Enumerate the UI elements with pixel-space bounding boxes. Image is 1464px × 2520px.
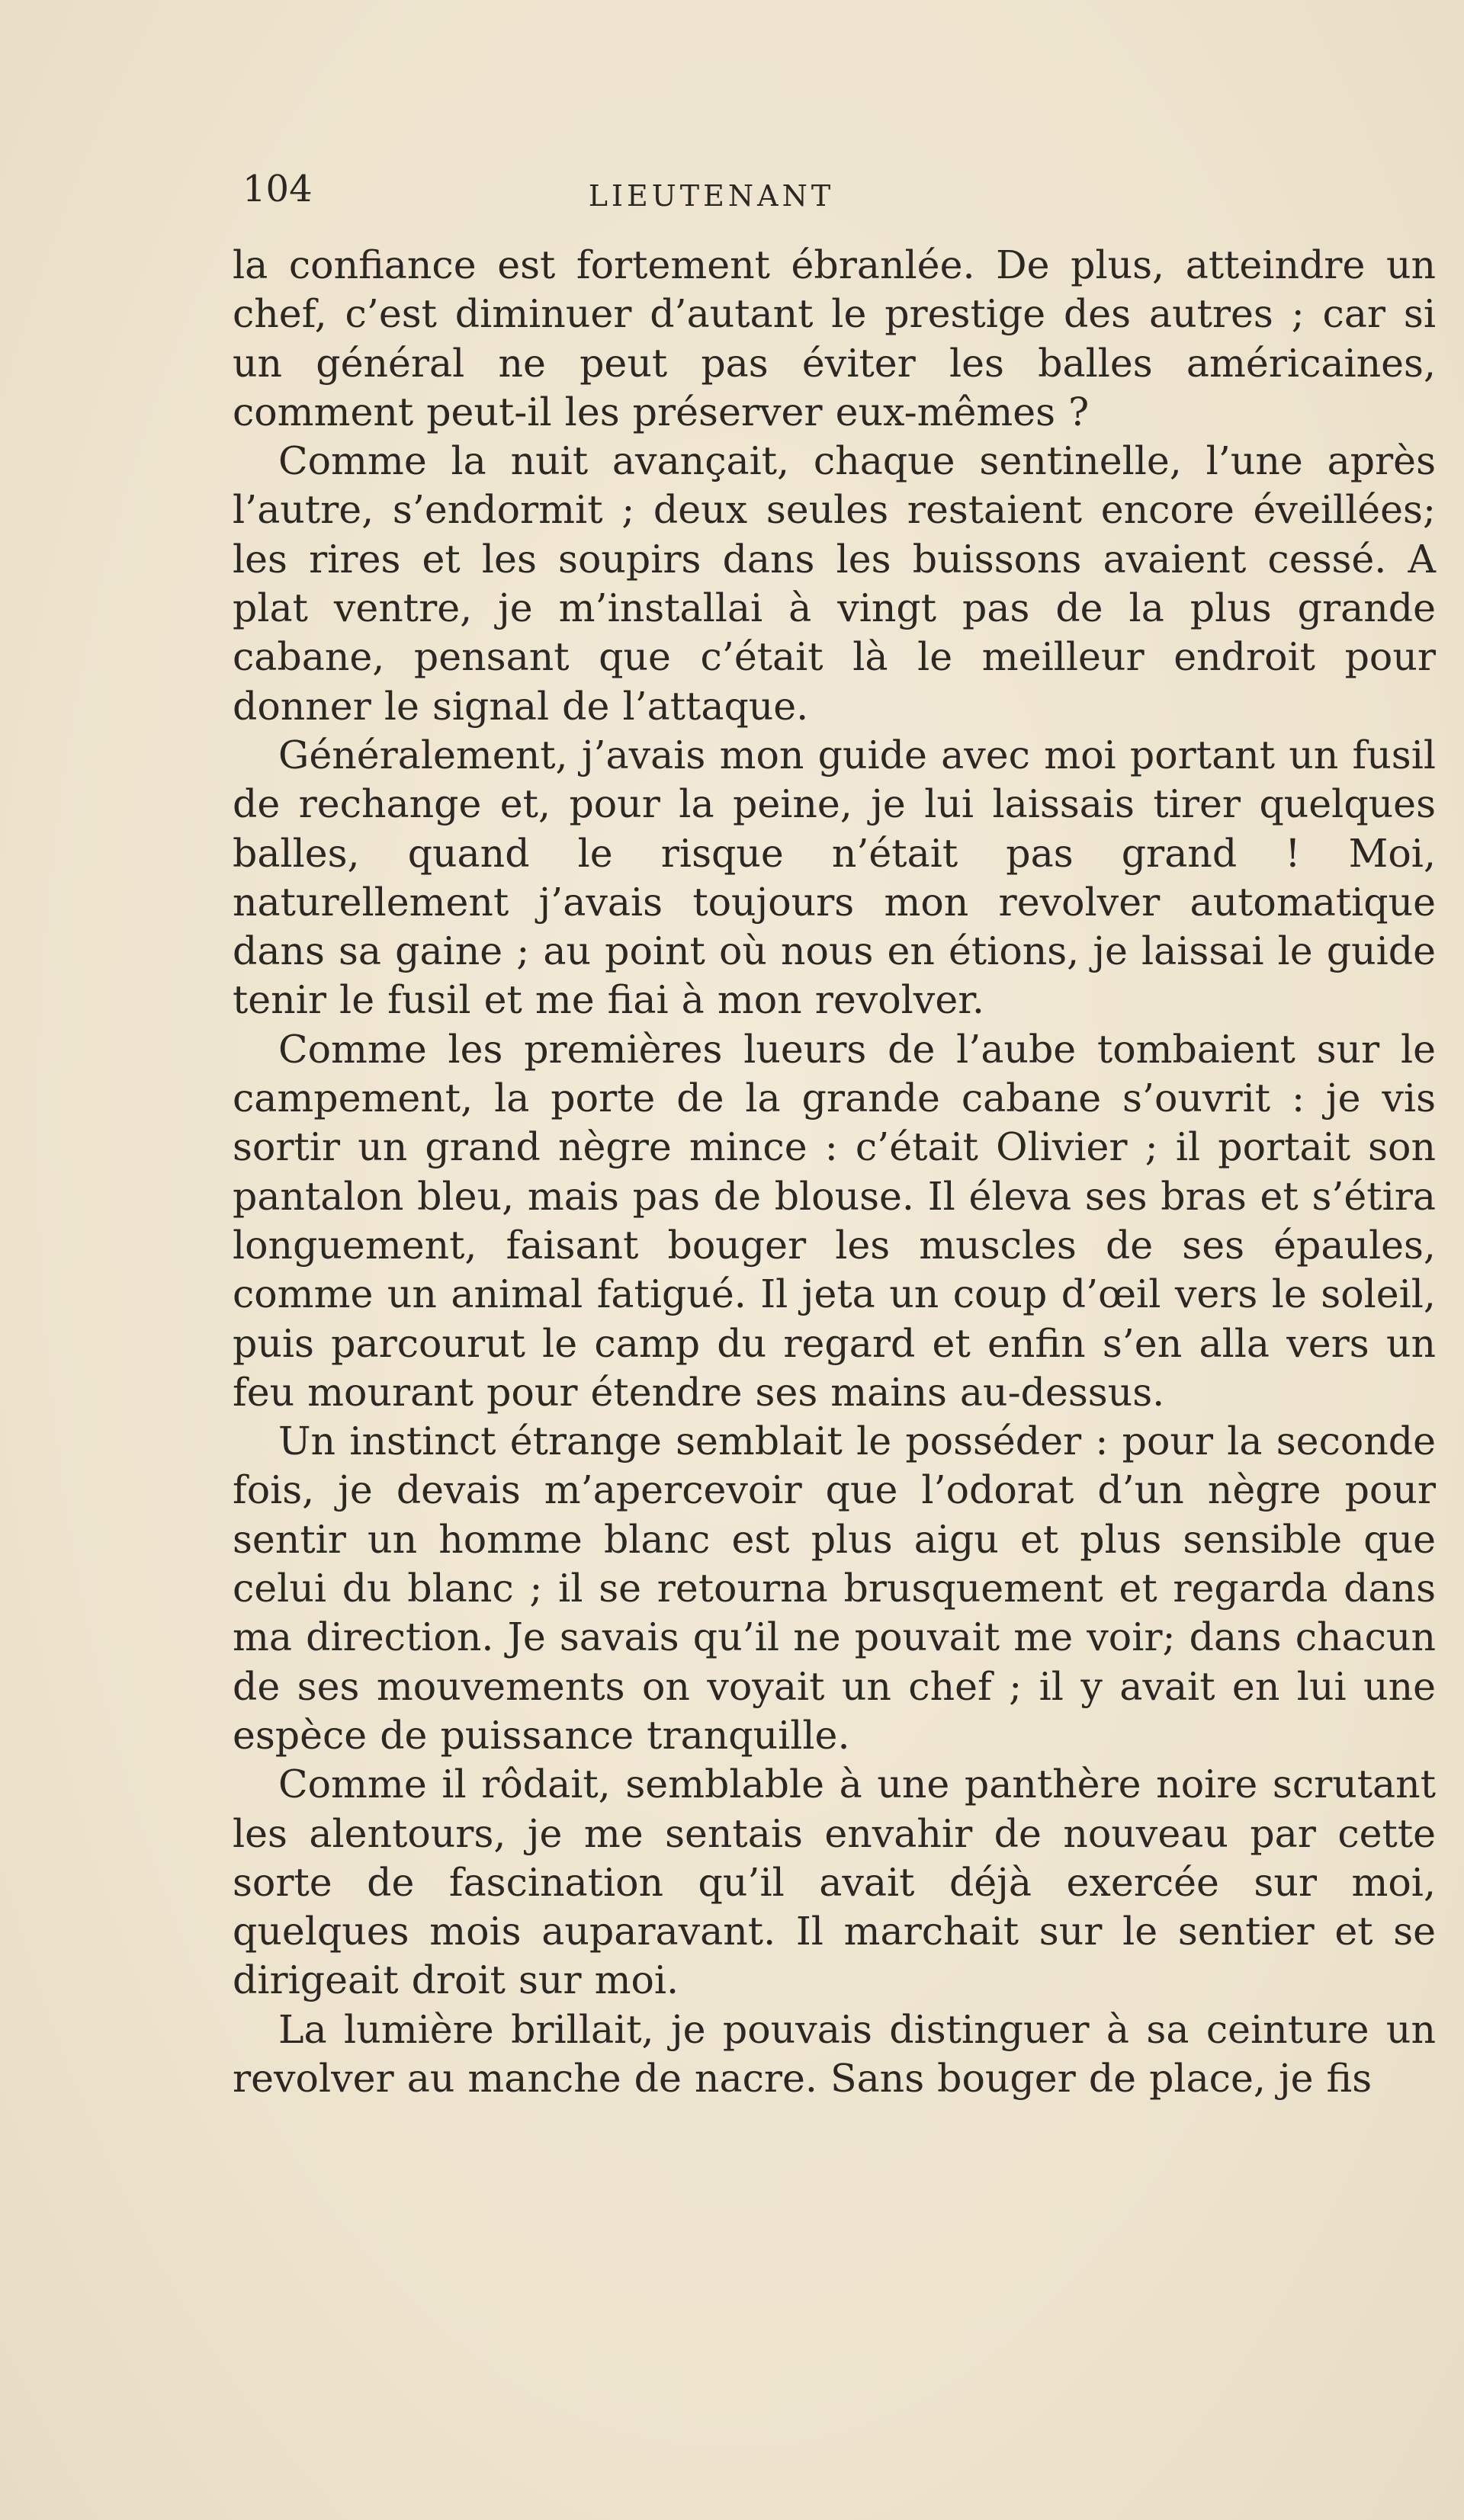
paragraph: la confiance est fortement ébranlée. De plus, atteindre un chef, c’est diminuer d’autant le prestige des autres ; car si un général ne peut pas éviter les balles américaines, comment peut-il les préserver eux-mêmes ?	[233, 242, 1436, 434]
paragraph: Généralement, j’avais mon guide avec moi portant un fusil de rechange et, pour la peine, je lui laissais tirer quelques balles, quand le risque n’était pas grand ! Moi, naturellement j’avais toujours mon revolver automatique dans sa gaine ; au point où nous en étions, je laissai le guide tenir le fusil et me fiai à mon revolver.	[233, 732, 1436, 1023]
page-header	[242, 166, 1462, 220]
page-number: 104	[242, 168, 313, 210]
body-text	[233, 241, 1436, 2103]
paragraph: Comme les premières lueurs de l’aube tombaient sur le campement, la porte de la grande cabane s’ouvrit : je vis sortir un grand nègre mince : c’était Olivier ; il portait son pantalon bleu, mais pas de blouse. Il éleva ses bras et s’étira longuement, faisant bouger les muscles de ses épaules, comme un animal fatigué. Il jeta un coup d’œil vers le soleil, puis parcourut le camp du regard et enfin s’en alla vers un feu mourant pour étendre ses mains au-dessus.	[233, 1026, 1436, 1415]
paragraph: Comme la nuit avançait, chaque sentinelle, l’une après l’autre, s’endormit ; deux seules restaient encore éveillées; les rires et les soupirs dans les buissons avaient cessé. A plat ventre, je m’installai à vingt pas de la plus grande cabane, pensant que c’était là le meilleur endroit pour donner le signal de l’attaque.	[233, 438, 1436, 729]
paragraph: La lumière brillait, je pouvais distinguer à sa ceinture un revolver au manche de nacre. Sans bouger de place, je fis	[233, 2006, 1436, 2101]
paragraph: Comme il rôdait, semblable à une panthère noire scrutant les alentours, je me sentais envahir de nouveau par cette sorte de fascination qu’il avait déjà exercée sur moi, quelques mois auparavant. Il marchait sur le sentier et se dirigeait droit sur moi.	[233, 1762, 1436, 2003]
paragraph: Un instinct étrange semblait le posséder : pour la seconde fois, je devais m’apercevoir que l’odorat d’un nègre pour sentir un homme blanc est plus aigu et plus sensible que celui du blanc ; il se retourna brusquement et regarda dans ma direction. Je savais qu’il ne pouvait me voir; dans chacun de ses mouvements on voyait un chef ; il y avait en lui une espèce de puissance tranquille.	[233, 1419, 1436, 1758]
running-title: LIEUTENANT	[588, 179, 835, 213]
